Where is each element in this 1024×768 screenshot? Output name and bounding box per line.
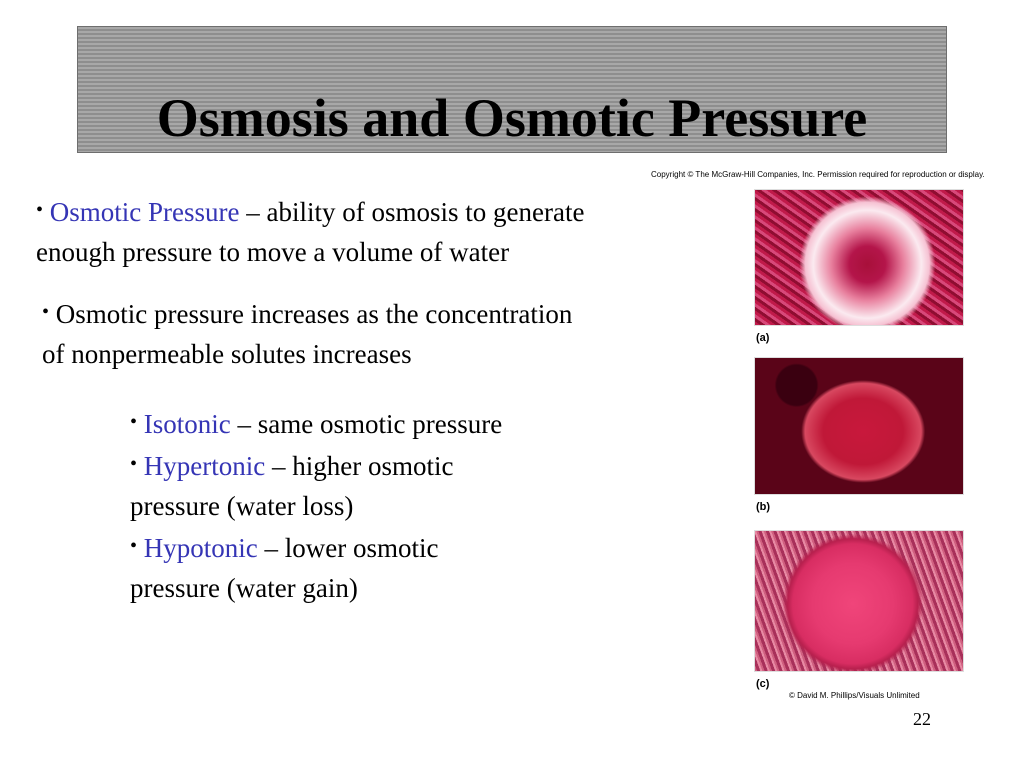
definition-text-line2: enough pressure to move a volume of water xyxy=(36,237,510,267)
concentration-statement xyxy=(42,292,572,374)
hypotonic-text-line2: pressure (water gain) xyxy=(130,573,358,603)
list-item-hypertonic xyxy=(130,444,502,526)
hypertonic-text: – higher osmotic xyxy=(265,451,454,481)
osmotic-pressure-definition xyxy=(36,190,584,272)
copyright-notice: Copyright © The McGraw-Hill Companies, Inc. Permission required for reproduction or display. xyxy=(651,170,985,179)
figure-label-b: (b) xyxy=(756,501,771,513)
term-osmotic-pressure: Osmotic Pressure xyxy=(49,197,240,227)
term-hypertonic: Hypertonic xyxy=(143,451,266,481)
list-item-hypotonic xyxy=(130,526,502,608)
term-isotonic: Isotonic xyxy=(143,409,231,439)
hypotonic-text: – lower osmotic xyxy=(257,533,439,563)
isotonic-text: – same osmotic pressure xyxy=(230,409,503,439)
red-blood-cell-hypotonic-photo xyxy=(754,530,964,672)
photo-credit: © David M. Phillips/Visuals Unlimited xyxy=(789,691,920,700)
list-item-isotonic xyxy=(130,402,502,444)
red-blood-cell-hypertonic-photo xyxy=(754,357,964,495)
slide-title: Osmosis and Osmotic Pressure xyxy=(156,88,868,148)
title-bar xyxy=(77,26,947,153)
bullet-marker: • xyxy=(130,411,138,433)
concentration-text-line2: of nonpermeable solutes increases xyxy=(42,339,412,369)
red-blood-cell-isotonic-photo xyxy=(754,189,964,326)
figure-label-c: (c) xyxy=(756,678,770,690)
bullet-marker: • xyxy=(130,535,138,557)
definition-text: – ability of osmosis to generate xyxy=(239,197,585,227)
hypertonic-text-line2: pressure (water loss) xyxy=(130,491,354,521)
figure-label-a: (a) xyxy=(756,332,770,344)
bullet-marker: • xyxy=(130,453,138,475)
term-hypotonic: Hypotonic xyxy=(143,533,258,563)
page-number: 22 xyxy=(913,709,931,729)
bullet-marker: • xyxy=(42,301,50,323)
tonicity-list xyxy=(130,402,502,608)
concentration-text: Osmotic pressure increases as the concentration xyxy=(49,299,573,329)
bullet-marker: • xyxy=(36,199,44,221)
